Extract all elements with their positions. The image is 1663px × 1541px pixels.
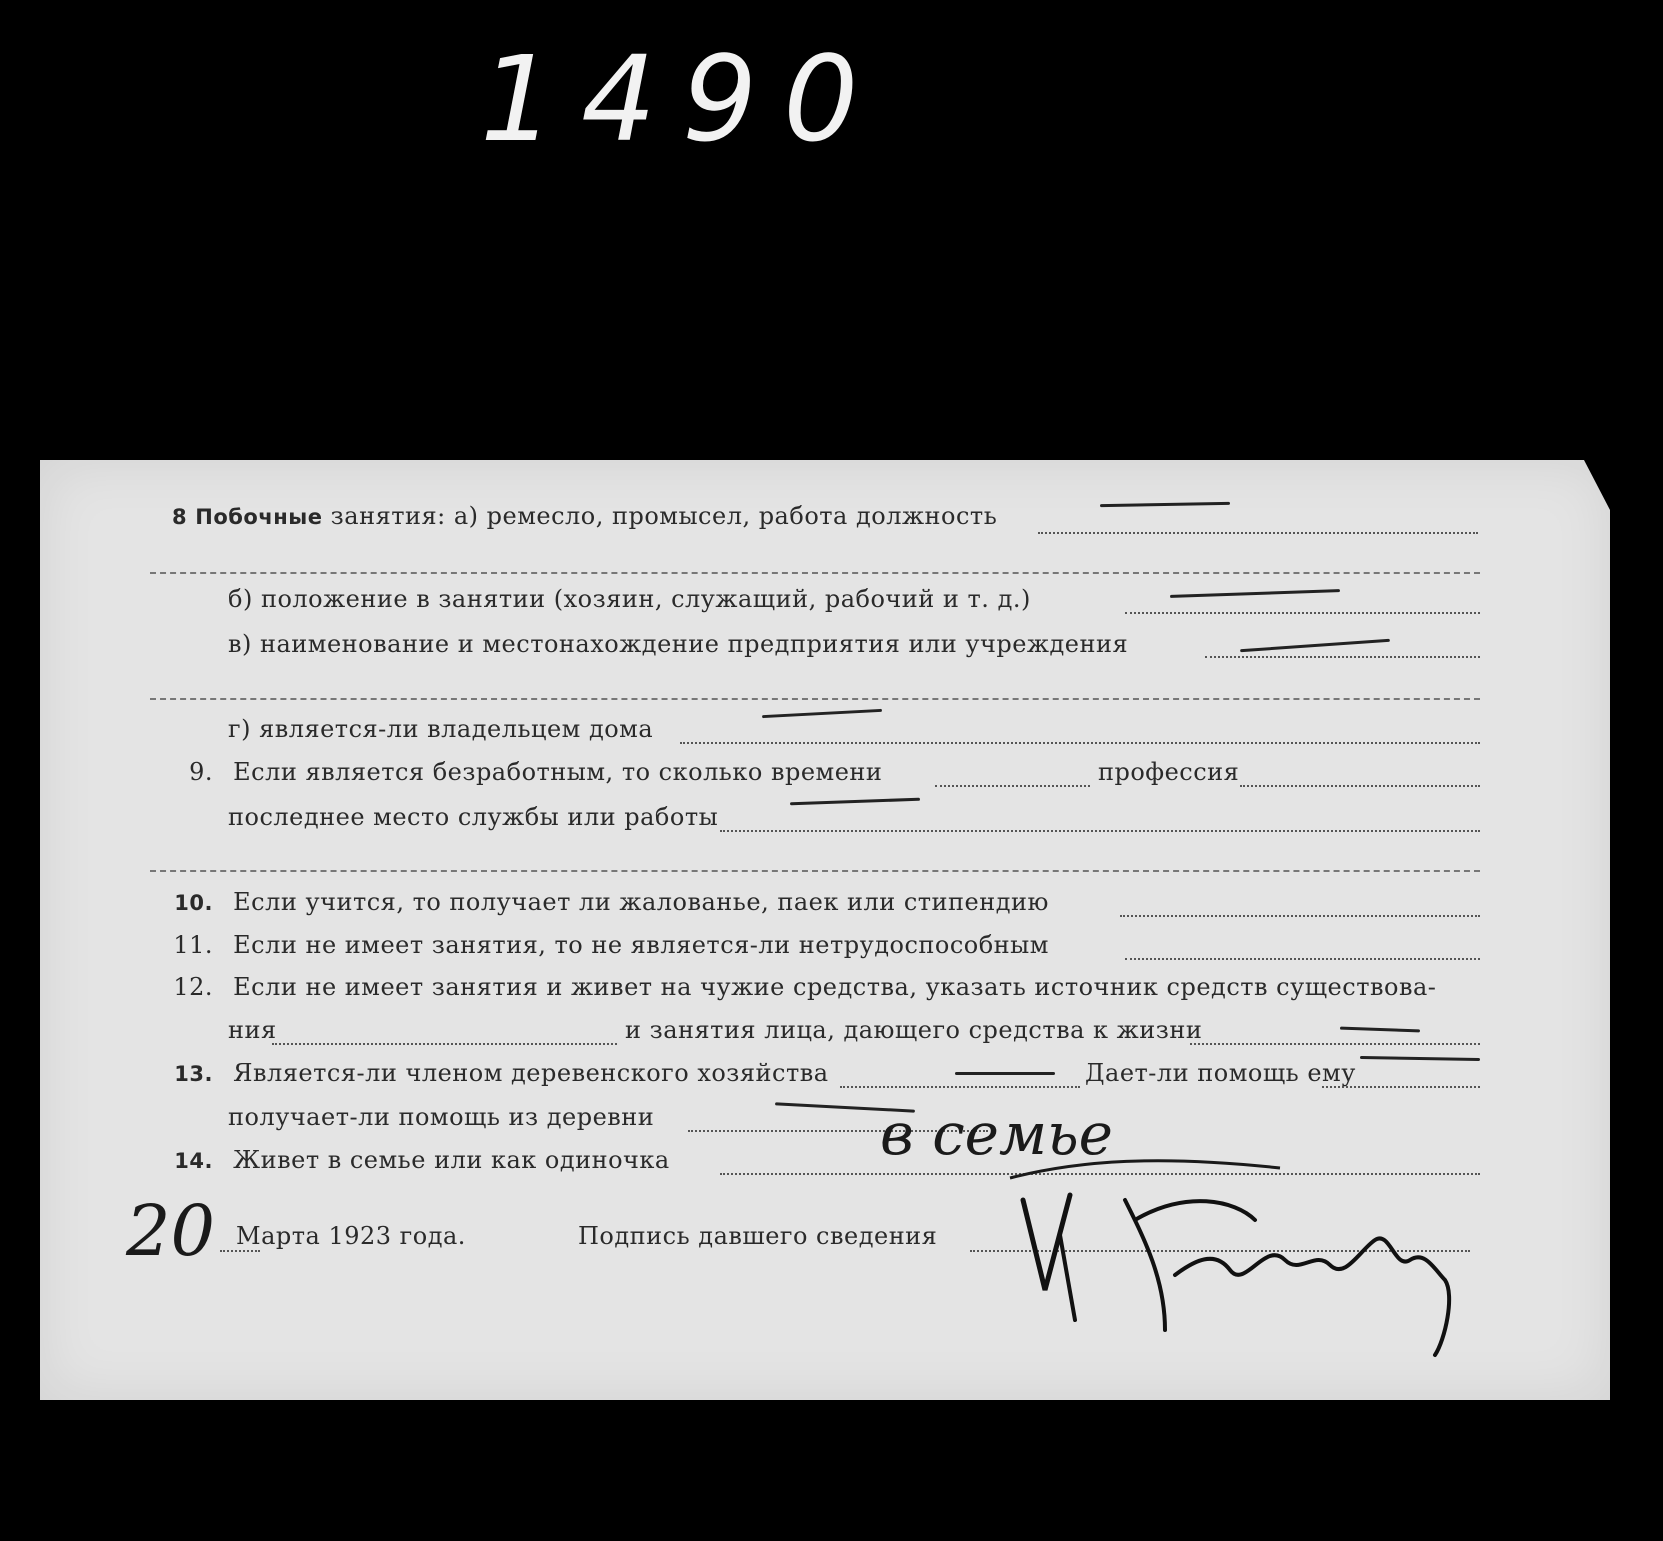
q9-number: 9. (189, 758, 213, 786)
question-14 (158, 1146, 670, 1174)
q9-time-line (935, 785, 1090, 787)
q13-dash-mark (955, 1072, 1055, 1075)
q8b-answer-line (1125, 612, 1480, 614)
q12-dash-mark (1340, 1027, 1420, 1033)
question-12 (158, 973, 1436, 1001)
torn-corner (1584, 460, 1610, 510)
question-8g: г) является-ли владельцем дома (228, 715, 654, 743)
question-8v: в) наименование и местонахождение предприятия или учреждения (228, 630, 1129, 658)
q13-number: 13. (174, 1062, 213, 1086)
q13-help-line (1322, 1086, 1480, 1088)
q9-dash-mark (790, 798, 920, 806)
q8-answer-line (1038, 532, 1478, 534)
q14-text: Живет в семье или как одиночка (233, 1146, 670, 1174)
question-8b: б) положение в занятии (хозяин, служащий, рабочий и т. д.) (228, 585, 1031, 613)
question-12-cont1: ния (228, 1016, 277, 1044)
q9-profession-label: профессия (1098, 758, 1240, 786)
q9-last-line (720, 830, 1480, 832)
question-8 (172, 502, 997, 530)
q8-dash-mark (1100, 502, 1230, 507)
q9-text: Если является безработным, то сколько времени (233, 758, 883, 786)
q9-extra-line (150, 870, 1480, 872)
q13-member-line (840, 1086, 1080, 1088)
date-day-handwritten: 20 (126, 1190, 216, 1272)
q13-help-dash (1360, 1056, 1480, 1061)
q11-text: Если не имеет занятия, то не является-ли нетрудоспособным (233, 931, 1049, 959)
q14-number: 14. (174, 1149, 213, 1173)
question-9 (158, 758, 882, 786)
question-9-last: последнее место службы или работы (228, 803, 719, 831)
q8-number: 8 (172, 505, 188, 529)
handwritten-signature (1015, 1180, 1485, 1360)
q11-answer-line (1125, 958, 1480, 960)
q8v-answer-line (1205, 656, 1480, 658)
question-13 (158, 1059, 829, 1087)
q8-text: занятия: а) ремесло, промысел, работа должность (330, 502, 998, 530)
q8b-dash-mark (1170, 589, 1340, 598)
q14-handwritten-answer: в семье (880, 1100, 1113, 1168)
q8v-extra-line (150, 698, 1480, 700)
date-text: Марта 1923 года. (236, 1222, 466, 1250)
q8-title: Побочные (195, 505, 323, 529)
q13-text: Является-ли членом деревенского хозяйства (233, 1059, 829, 1087)
question-11 (158, 931, 1049, 959)
q12-text: Если не имеет занятия и живет на чужие средства, указать источник средств существова- (233, 973, 1437, 1001)
q12-number: 12. (173, 973, 213, 1001)
q12-person-line (1190, 1043, 1480, 1045)
q8v-dash-mark (1240, 639, 1390, 652)
q8g-answer-line (680, 742, 1480, 744)
frame-number: 1490 (480, 30, 885, 168)
q8v-stroke-mark (762, 709, 882, 718)
q10-number: 10. (174, 891, 213, 915)
q12-source-line (272, 1043, 617, 1045)
q10-answer-line (1120, 915, 1480, 917)
date-day-line (220, 1250, 260, 1252)
q10-text: Если учится, то получает ли жалованье, паек или стипендию (233, 888, 1049, 916)
q9-profession-line (1240, 785, 1480, 787)
q13-help-label: Дает-ли помощь ему (1085, 1059, 1356, 1087)
signature-label: Подпись давшего сведения (578, 1222, 938, 1250)
census-card (40, 460, 1610, 1400)
question-13-recv: получает-ли помощь из деревни (228, 1103, 655, 1131)
q8-extra-line (150, 572, 1480, 574)
q11-number: 11. (173, 931, 213, 959)
question-12-cont2: и занятия лица, дающего средства к жизни (625, 1016, 1203, 1044)
question-10 (158, 888, 1049, 916)
